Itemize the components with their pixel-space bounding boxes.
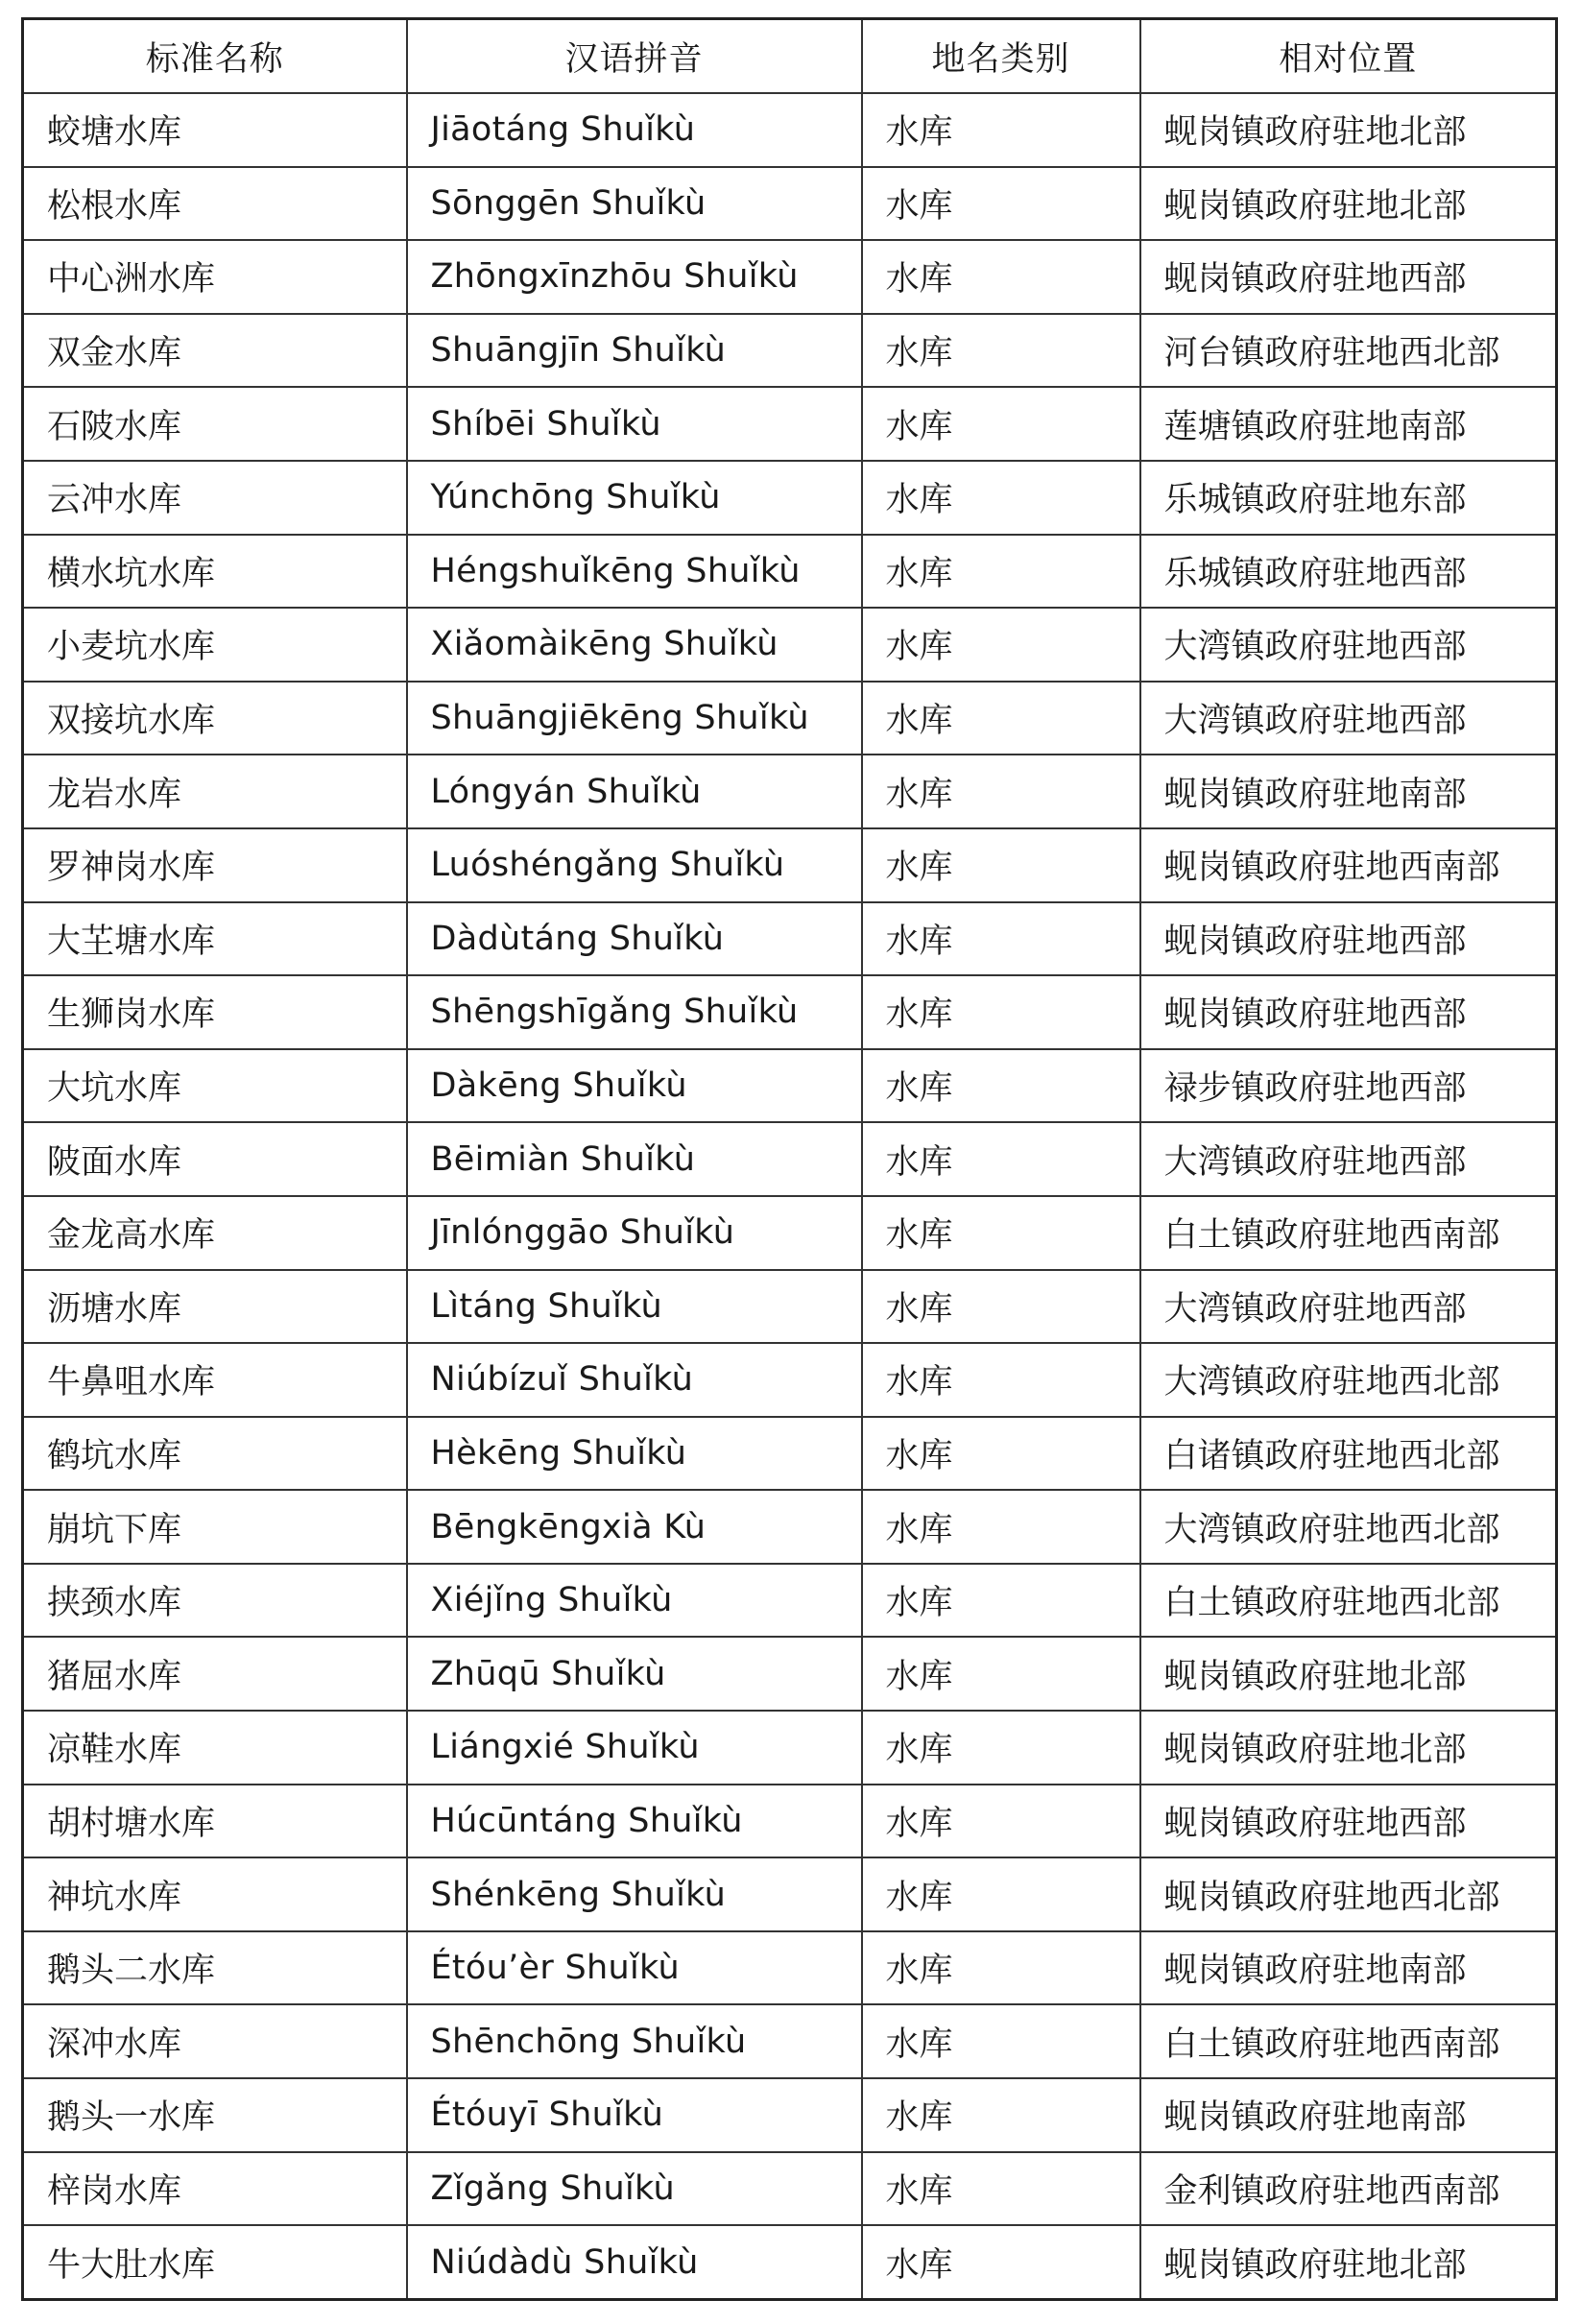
cell-relative-position: 蚬岗镇政府驻地南部 — [1140, 2078, 1557, 2152]
cell-relative-position: 白土镇政府驻地西南部 — [1140, 2004, 1557, 2078]
cell-pinyin: Shénkēng Shuǐkù — [407, 1857, 862, 1931]
cell-category: 水库 — [862, 1343, 1140, 1417]
cell-category: 水库 — [862, 167, 1140, 241]
cell-category: 水库 — [862, 2004, 1140, 2078]
cell-category: 水库 — [862, 461, 1140, 535]
table-row — [23, 2152, 1557, 2226]
table-row — [23, 1417, 1557, 1491]
cell-category: 水库 — [862, 608, 1140, 682]
table-row — [23, 1931, 1557, 2005]
cell-relative-position: 禄步镇政府驻地西部 — [1140, 1049, 1557, 1123]
cell-pinyin: Shuāngjiēkēng Shuǐkù — [407, 682, 862, 755]
cell-relative-position: 蚬岗镇政府驻地西部 — [1140, 240, 1557, 314]
cell-pinyin: Hèkēng Shuǐkù — [407, 1417, 862, 1491]
table-row — [23, 1049, 1557, 1123]
cell-pinyin: Lóngyán Shuǐkù — [407, 755, 862, 828]
cell-standard-name: 猪屈水库 — [23, 1637, 407, 1711]
cell-relative-position: 大湾镇政府驻地西部 — [1140, 1122, 1557, 1196]
cell-relative-position: 蚬岗镇政府驻地北部 — [1140, 1637, 1557, 1711]
cell-category: 水库 — [862, 1711, 1140, 1785]
table-row — [23, 314, 1557, 388]
cell-category: 水库 — [862, 2152, 1140, 2226]
cell-pinyin: Dàkēng Shuǐkù — [407, 1049, 862, 1123]
cell-category: 水库 — [862, 240, 1140, 314]
cell-relative-position: 大湾镇政府驻地西北部 — [1140, 1490, 1557, 1564]
cell-standard-name: 双接坑水库 — [23, 682, 407, 755]
table-body — [23, 93, 1557, 2299]
cell-category: 水库 — [862, 314, 1140, 388]
cell-relative-position: 蚬岗镇政府驻地北部 — [1140, 167, 1557, 241]
cell-relative-position: 乐城镇政府驻地西部 — [1140, 535, 1557, 609]
cell-relative-position: 大湾镇政府驻地西部 — [1140, 608, 1557, 682]
table-row — [23, 1196, 1557, 1270]
table-row — [23, 828, 1557, 902]
cell-standard-name: 蛟塘水库 — [23, 93, 407, 167]
cell-pinyin: Étóuyī Shuǐkù — [407, 2078, 862, 2152]
cell-pinyin: Jiāotáng Shuǐkù — [407, 93, 862, 167]
table-row — [23, 1270, 1557, 1344]
cell-standard-name: 牛鼻咀水库 — [23, 1343, 407, 1417]
table-row — [23, 682, 1557, 755]
cell-relative-position: 金利镇政府驻地西南部 — [1140, 2152, 1557, 2226]
cell-relative-position: 白诸镇政府驻地西北部 — [1140, 1417, 1557, 1491]
cell-pinyin: Héngshuǐkēng Shuǐkù — [407, 535, 862, 609]
cell-pinyin: Shíbēi Shuǐkù — [407, 387, 862, 461]
table-row — [23, 167, 1557, 241]
table-row — [23, 975, 1557, 1049]
cell-category: 水库 — [862, 2225, 1140, 2299]
table-row — [23, 755, 1557, 828]
cell-standard-name: 深冲水库 — [23, 2004, 407, 2078]
cell-standard-name: 松根水库 — [23, 167, 407, 241]
header-standard-name: 标准名称 — [23, 19, 407, 94]
table-row — [23, 2078, 1557, 2152]
cell-pinyin: Jīnlónggāo Shuǐkù — [407, 1196, 862, 1270]
cell-relative-position: 蚬岗镇政府驻地西部 — [1140, 975, 1557, 1049]
cell-relative-position: 蚬岗镇政府驻地西部 — [1140, 1785, 1557, 1858]
table-row — [23, 93, 1557, 167]
table-row — [23, 535, 1557, 609]
cell-category: 水库 — [862, 1564, 1140, 1638]
cell-relative-position: 白土镇政府驻地西南部 — [1140, 1196, 1557, 1270]
cell-pinyin: Bēngkēngxià Kù — [407, 1490, 862, 1564]
cell-category: 水库 — [862, 755, 1140, 828]
cell-relative-position: 蚬岗镇政府驻地西部 — [1140, 902, 1557, 976]
header-category: 地名类别 — [862, 19, 1140, 94]
cell-pinyin: Zǐgǎng Shuǐkù — [407, 2152, 862, 2226]
cell-standard-name: 大坑水库 — [23, 1049, 407, 1123]
cell-category: 水库 — [862, 1785, 1140, 1858]
cell-standard-name: 挟颈水库 — [23, 1564, 407, 1638]
cell-relative-position: 大湾镇政府驻地西部 — [1140, 1270, 1557, 1344]
cell-category: 水库 — [862, 93, 1140, 167]
table-row — [23, 2225, 1557, 2299]
cell-relative-position: 蚬岗镇政府驻地西北部 — [1140, 1857, 1557, 1931]
table-row — [23, 1564, 1557, 1638]
cell-category: 水库 — [862, 535, 1140, 609]
cell-category: 水库 — [862, 1637, 1140, 1711]
table-row — [23, 1785, 1557, 1858]
table-header — [23, 19, 1557, 94]
cell-category: 水库 — [862, 1417, 1140, 1491]
cell-relative-position: 蚬岗镇政府驻地南部 — [1140, 1931, 1557, 2005]
cell-standard-name: 生狮岗水库 — [23, 975, 407, 1049]
cell-pinyin: Zhōngxīnzhōu Shuǐkù — [407, 240, 862, 314]
cell-relative-position: 蚬岗镇政府驻地北部 — [1140, 1711, 1557, 1785]
cell-category: 水库 — [862, 1049, 1140, 1123]
cell-standard-name: 梓岗水库 — [23, 2152, 407, 2226]
cell-relative-position: 莲塘镇政府驻地南部 — [1140, 387, 1557, 461]
table-row — [23, 608, 1557, 682]
cell-standard-name: 崩坑下库 — [23, 1490, 407, 1564]
cell-category: 水库 — [862, 682, 1140, 755]
cell-category: 水库 — [862, 1857, 1140, 1931]
table-row — [23, 2004, 1557, 2078]
cell-pinyin: Yúnchōng Shuǐkù — [407, 461, 862, 535]
table-row — [23, 461, 1557, 535]
cell-standard-name: 小麦坑水库 — [23, 608, 407, 682]
cell-category: 水库 — [862, 1122, 1140, 1196]
cell-relative-position: 河台镇政府驻地西北部 — [1140, 314, 1557, 388]
cell-standard-name: 双金水库 — [23, 314, 407, 388]
table-row — [23, 240, 1557, 314]
header-row — [23, 19, 1557, 94]
reservoir-names-table — [21, 17, 1558, 2301]
cell-standard-name: 凉鞋水库 — [23, 1711, 407, 1785]
cell-pinyin: Lìtáng Shuǐkù — [407, 1270, 862, 1344]
cell-pinyin: Liángxié Shuǐkù — [407, 1711, 862, 1785]
table-row — [23, 387, 1557, 461]
cell-pinyin: Shēnchōng Shuǐkù — [407, 2004, 862, 2078]
cell-standard-name: 鹅头二水库 — [23, 1931, 407, 2005]
cell-standard-name: 大芏塘水库 — [23, 902, 407, 976]
cell-pinyin: Étóu’èr Shuǐkù — [407, 1931, 862, 2005]
cell-standard-name: 横水坑水库 — [23, 535, 407, 609]
cell-pinyin: Bēimiàn Shuǐkù — [407, 1122, 862, 1196]
cell-relative-position: 大湾镇政府驻地西部 — [1140, 682, 1557, 755]
cell-pinyin: Niúdàdù Shuǐkù — [407, 2225, 862, 2299]
cell-pinyin: Xiǎomàikēng Shuǐkù — [407, 608, 862, 682]
cell-pinyin: Shēngshīgǎng Shuǐkù — [407, 975, 862, 1049]
cell-pinyin: Dàdùtáng Shuǐkù — [407, 902, 862, 976]
cell-standard-name: 胡村塘水库 — [23, 1785, 407, 1858]
cell-category: 水库 — [862, 902, 1140, 976]
cell-standard-name: 鹅头一水库 — [23, 2078, 407, 2152]
cell-standard-name: 云冲水库 — [23, 461, 407, 535]
cell-category: 水库 — [862, 975, 1140, 1049]
cell-standard-name: 罗神岗水库 — [23, 828, 407, 902]
cell-category: 水库 — [862, 1931, 1140, 2005]
cell-standard-name: 龙岩水库 — [23, 755, 407, 828]
place-name-sheet — [21, 17, 1555, 2301]
cell-standard-name: 神坑水库 — [23, 1857, 407, 1931]
cell-relative-position: 蚬岗镇政府驻地北部 — [1140, 2225, 1557, 2299]
cell-relative-position: 乐城镇政府驻地东部 — [1140, 461, 1557, 535]
cell-pinyin: Xiéjǐng Shuǐkù — [407, 1564, 862, 1638]
table-row — [23, 1857, 1557, 1931]
table-row — [23, 902, 1557, 976]
cell-standard-name: 石陂水库 — [23, 387, 407, 461]
cell-standard-name: 鹤坑水库 — [23, 1417, 407, 1491]
cell-pinyin: Sōnggēn Shuǐkù — [407, 167, 862, 241]
header-relative-position: 相对位置 — [1140, 19, 1557, 94]
cell-standard-name: 中心洲水库 — [23, 240, 407, 314]
header-pinyin: 汉语拼音 — [407, 19, 862, 94]
cell-category: 水库 — [862, 1270, 1140, 1344]
table-row — [23, 1711, 1557, 1785]
cell-category: 水库 — [862, 828, 1140, 902]
table-row — [23, 1490, 1557, 1564]
cell-relative-position: 蚬岗镇政府驻地北部 — [1140, 93, 1557, 167]
table-row — [23, 1637, 1557, 1711]
cell-pinyin: Húcūntáng Shuǐkù — [407, 1785, 862, 1858]
cell-standard-name: 牛大肚水库 — [23, 2225, 407, 2299]
cell-standard-name: 金龙高水库 — [23, 1196, 407, 1270]
cell-relative-position: 蚬岗镇政府驻地西南部 — [1140, 828, 1557, 902]
cell-pinyin: Zhūqū Shuǐkù — [407, 1637, 862, 1711]
cell-relative-position: 白土镇政府驻地西北部 — [1140, 1564, 1557, 1638]
cell-category: 水库 — [862, 2078, 1140, 2152]
cell-pinyin: Luóshéngǎng Shuǐkù — [407, 828, 862, 902]
cell-standard-name: 陂面水库 — [23, 1122, 407, 1196]
table-row — [23, 1122, 1557, 1196]
cell-pinyin: Niúbízuǐ Shuǐkù — [407, 1343, 862, 1417]
cell-category: 水库 — [862, 387, 1140, 461]
cell-relative-position: 蚬岗镇政府驻地南部 — [1140, 755, 1557, 828]
cell-category: 水库 — [862, 1196, 1140, 1270]
cell-category: 水库 — [862, 1490, 1140, 1564]
cell-standard-name: 沥塘水库 — [23, 1270, 407, 1344]
cell-pinyin: Shuāngjīn Shuǐkù — [407, 314, 862, 388]
table-row — [23, 1343, 1557, 1417]
cell-relative-position: 大湾镇政府驻地西北部 — [1140, 1343, 1557, 1417]
